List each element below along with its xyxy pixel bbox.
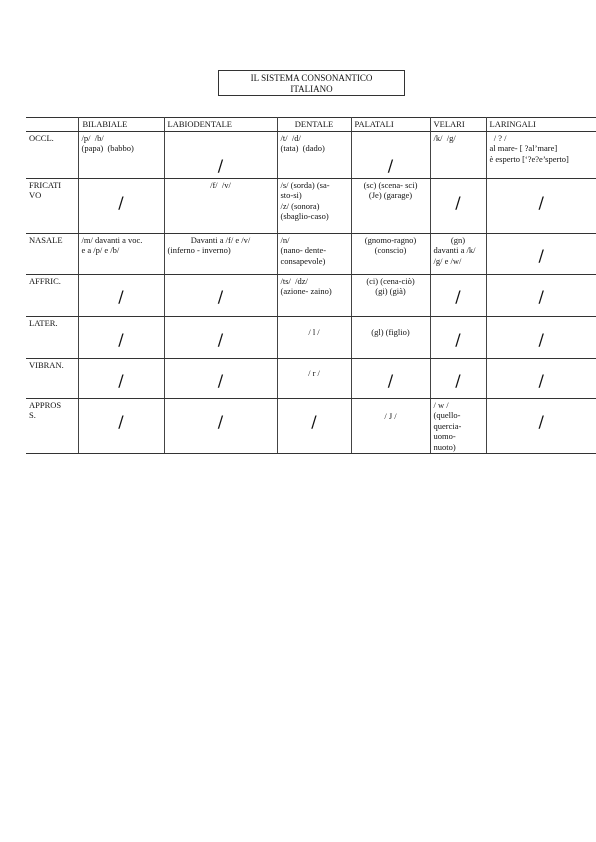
- slash-mark: /: [217, 411, 224, 431]
- cell-line: (gnomo-ragno): [364, 234, 417, 245]
- cell-line: /z/ (sonora): [280, 200, 320, 211]
- cell-laringali: [486, 233, 596, 274]
- cell-line: (papa) (babbo): [81, 143, 134, 153]
- cell-dentale: [277, 316, 351, 358]
- slash-mark: /: [455, 329, 461, 349]
- cell-bilabiale: [78, 358, 164, 398]
- cell-line: nuoto): [433, 441, 456, 452]
- cell-labiodentale: [164, 274, 277, 316]
- row-label-text: NASALE: [29, 234, 63, 245]
- cell-bilabiale: [78, 274, 164, 316]
- cell-labiodentale: [164, 398, 277, 454]
- row-label: [26, 131, 78, 178]
- cell-line: /ts/ /dz/: [280, 275, 308, 286]
- header-velari: VELARI: [430, 118, 486, 132]
- slash-mark: /: [118, 329, 124, 349]
- cell-line: (sc) (scena- sci): [363, 179, 418, 190]
- row-label-text: APPROS: [29, 399, 62, 410]
- cell-dentale: [277, 358, 351, 398]
- cell-line: consapevole): [280, 255, 326, 266]
- cell-dentale: [277, 398, 351, 454]
- cell-bilabiale: [78, 131, 164, 178]
- cell-dentale: [277, 178, 351, 233]
- cell-labiodentale: [164, 233, 277, 274]
- cell-line: (sbaglio-caso): [280, 211, 329, 221]
- header-labiodentale: LABIODENTALE: [164, 118, 277, 132]
- cell-line: / r /: [308, 367, 320, 378]
- slash-mark: /: [538, 329, 544, 349]
- cell-palatali: [351, 316, 430, 358]
- cell-velari: [430, 358, 486, 398]
- slash-mark: /: [311, 411, 317, 431]
- row-affricata: [26, 274, 596, 316]
- cell-line: (azione- zaino): [280, 286, 332, 296]
- cell-palatali: [351, 274, 430, 316]
- row-nasale: [26, 233, 596, 274]
- cell-line: (quello-: [433, 410, 461, 420]
- cell-line: è esperto [‘?e?e’sperto]: [489, 153, 569, 164]
- row-vibrante: [26, 358, 596, 398]
- cell-laringali: [486, 274, 596, 316]
- cell-line: (tata) (dado): [280, 143, 325, 153]
- cell-bilabiale: [78, 398, 164, 454]
- cell-bilabiale: [78, 233, 164, 274]
- slash-mark: /: [538, 286, 544, 306]
- row-label: [26, 358, 78, 398]
- row-label: [26, 398, 78, 454]
- cell-line: e a /p/ e /b/: [81, 245, 120, 255]
- row-occlusive: [26, 131, 596, 178]
- row-label-text: VO: [29, 190, 42, 200]
- cell-dentale: [277, 233, 351, 274]
- cell-line: sto-si): [280, 190, 302, 200]
- row-label-text: S.: [29, 410, 36, 420]
- cell-line: /p/ /b/: [81, 132, 104, 143]
- header-laringali: LARINGALI: [486, 118, 596, 132]
- cell-velari: [430, 398, 486, 454]
- cell-velari: [430, 274, 486, 316]
- cell-line: (inferno - inverno): [167, 245, 231, 255]
- cell-line: al mare- [ ?al’mare]: [489, 143, 558, 153]
- cell-laringali: [486, 178, 596, 233]
- row-label: [26, 233, 78, 274]
- row-label: [26, 274, 78, 316]
- header-palatali: PALATALI: [351, 118, 430, 132]
- row-label: [26, 178, 78, 233]
- cell-line: (ci) (cena-ciò): [366, 275, 415, 286]
- cell-line: Davanti a /f/ e /v/: [190, 234, 251, 245]
- slash-mark: /: [538, 245, 544, 265]
- slash-mark: /: [538, 370, 544, 390]
- cell-laringali: [486, 316, 596, 358]
- title-line-1: IL SISTEMA CONSONANTICO: [250, 73, 373, 83]
- row-approssimante: [26, 398, 596, 454]
- slash-mark: /: [118, 411, 124, 431]
- header-row: [26, 118, 596, 132]
- cell-palatali: [351, 233, 430, 274]
- header-bilabiale: BILABIALE: [78, 118, 164, 132]
- slash-mark: /: [217, 329, 224, 349]
- cell-line: / J /: [384, 410, 397, 421]
- cell-velari: [430, 178, 486, 233]
- row-label-text: OCCL.: [29, 132, 54, 143]
- slash-mark: /: [118, 286, 124, 306]
- cell-palatali: [351, 131, 430, 178]
- cell-line: /s/ (sorda) (sa-: [280, 179, 330, 190]
- cell-line: / w /: [433, 399, 449, 410]
- slash-mark: /: [455, 286, 461, 306]
- row-fricativo: [26, 178, 596, 233]
- row-laterale: [26, 316, 596, 358]
- cell-labiodentale: [164, 178, 277, 233]
- cell-laringali: [486, 358, 596, 398]
- cell-line: (Je) (garage): [368, 190, 413, 200]
- cell-line: /t/ /d/: [280, 132, 301, 143]
- slash-mark: /: [217, 155, 224, 175]
- cell-laringali: [486, 398, 596, 454]
- cell-dentale: [277, 274, 351, 316]
- cell-labiodentale: [164, 131, 277, 178]
- cell-line: /n/: [280, 234, 290, 245]
- cell-labiodentale: [164, 358, 277, 398]
- cell-line: (gl) (figlio): [371, 326, 410, 337]
- cell-line: quercia-: [433, 420, 462, 431]
- slash-mark: /: [455, 370, 461, 390]
- cell-line: / l /: [308, 326, 320, 337]
- row-label-text: VIBRAN.: [29, 359, 64, 370]
- cell-velari: [430, 233, 486, 274]
- slash-mark: /: [118, 192, 124, 212]
- slash-mark: /: [538, 411, 544, 431]
- cell-line: davanti a /k/: [433, 245, 476, 255]
- cell-line: /f/ /v/: [210, 179, 231, 190]
- cell-labiodentale: [164, 316, 277, 358]
- cell-line: (nano- dente-: [280, 245, 327, 255]
- row-label: [26, 316, 78, 358]
- cell-line: uomo-: [433, 431, 456, 441]
- slash-mark: /: [217, 286, 224, 306]
- cell-palatali: [351, 398, 430, 454]
- cell-velari: [430, 131, 486, 178]
- slash-mark: /: [455, 192, 461, 212]
- title-box: [218, 70, 405, 96]
- cell-bilabiale: [78, 178, 164, 233]
- header-empty: [26, 118, 78, 132]
- cell-line: /g/ e /w/: [433, 255, 462, 266]
- slash-mark: /: [387, 370, 394, 390]
- cell-line: /k/ /g/: [433, 132, 456, 143]
- consonant-table: [26, 117, 596, 454]
- cell-line: (gn): [450, 234, 466, 245]
- cell-dentale: [277, 131, 351, 178]
- header-dentale: DENTALE: [277, 118, 351, 132]
- slash-mark: /: [538, 192, 544, 212]
- cell-palatali: [351, 178, 430, 233]
- title-line-2: ITALIANO: [290, 84, 333, 94]
- cell-velari: [430, 316, 486, 358]
- slash-mark: /: [387, 155, 394, 175]
- row-label-text: FRICATI: [29, 179, 62, 190]
- cell-bilabiale: [78, 316, 164, 358]
- cell-line: /m/ davanti a voc.: [81, 234, 143, 245]
- cell-line: / ? /: [489, 132, 507, 143]
- cell-laringali: [486, 131, 596, 178]
- cell-palatali: [351, 358, 430, 398]
- cell-line: (conscio): [374, 245, 407, 255]
- slash-mark: /: [217, 370, 224, 390]
- row-label-text: LATER.: [29, 317, 58, 328]
- row-label-text: AFFRIC.: [29, 275, 61, 286]
- slash-mark: /: [118, 370, 124, 390]
- cell-line: (gi) (già): [375, 286, 406, 296]
